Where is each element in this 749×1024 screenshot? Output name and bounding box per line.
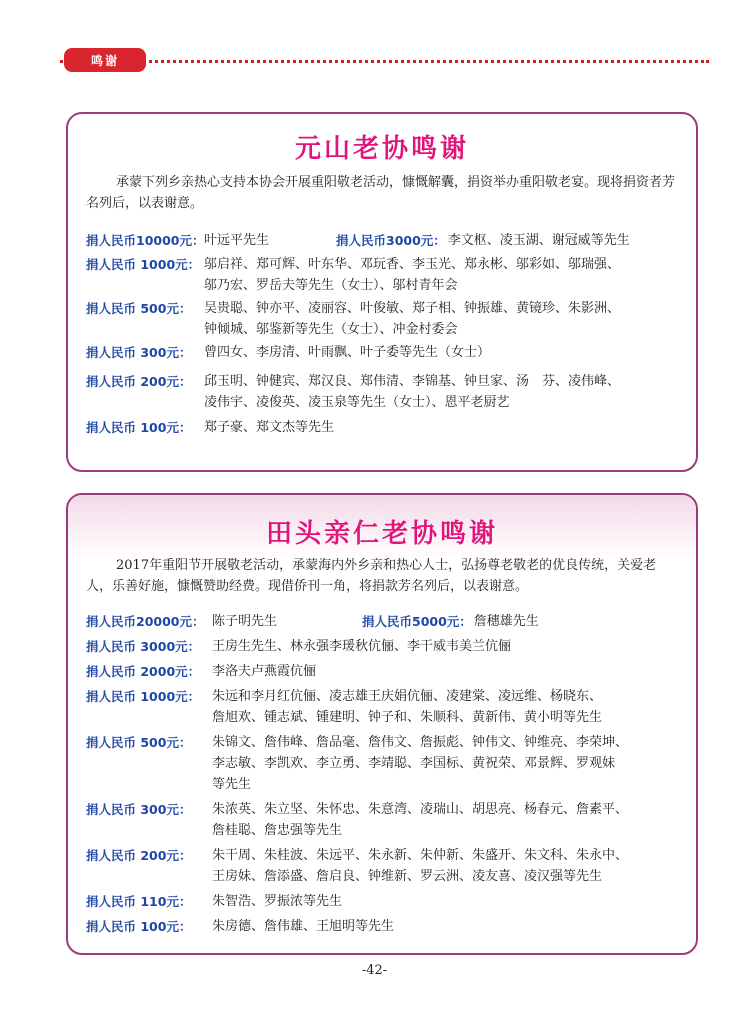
amount-label: 捐人民币 1000元：: [86, 689, 201, 704]
donor-row: [86, 230, 686, 251]
donor-names: 吴贵聪、钟亦平、凌丽容、叶俊敏、郑子相、钟振雄、黄镜珍、朱影洲、 钟倾城、邬鉴新等先生（女士）、冲金村委会: [204, 301, 621, 337]
donor-names: 邱玉明、钟健宾、郑汉良、郑伟清、李锦基、钟旦家、汤 芬、凌伟峰、 凌伟宇、凌俊英、凌玉泉等先生（女士）、恩平老厨艺: [204, 374, 621, 410]
donor-row: [86, 298, 686, 340]
donor-row: [86, 799, 686, 841]
donor-names: 叶远平先生: [204, 233, 270, 248]
donor-row: [86, 342, 686, 363]
donor-row: [86, 371, 686, 413]
amount-label: 捐人民币3000元：: [336, 233, 446, 248]
donor-names: 郑子豪、郑文杰等先生: [204, 420, 335, 435]
donor-row: [86, 417, 686, 438]
donor-row: [86, 254, 686, 296]
amount-label: 捐人民币 110元：: [86, 894, 192, 909]
donor-row: [86, 916, 686, 937]
donor-row: [86, 611, 686, 632]
donor-row: [86, 686, 686, 728]
donor-row: [86, 661, 686, 682]
amount-label: 捐人民币 100元：: [86, 919, 192, 934]
donor-names: 王房生先生、林永强李瑗秋伉俪、李干威韦美兰伉俪: [212, 639, 512, 654]
donor-names: 曾四女、李房清、叶雨飘、叶子委等先生（女士）: [204, 345, 491, 360]
donor-row: [86, 732, 686, 795]
donor-names: 李文枢、凌玉湖、谢冠威等先生: [447, 233, 630, 248]
amount-label: 捐人民币 1000元：: [86, 257, 201, 272]
donor-names: 朱房德、詹伟雄、王旭明等先生: [212, 919, 395, 934]
section-title: 田头亲仁老协鸣谢: [265, 519, 498, 549]
donor-names: 朱锦文、詹伟峰、詹品毫、詹伟文、詹振彪、钟伟文、钟维亮、李荣坤、 李志敏、李凯欢、李立勇、李靖聪、李国标、黄祝荣、邓景辉、罗观妹 等先生: [212, 735, 629, 792]
amount-label: 捐人民币 300元：: [86, 802, 192, 817]
donor-list: [86, 611, 686, 941]
section-tiantou: [66, 493, 698, 955]
donor-names: 詹穗雄先生: [473, 614, 539, 629]
section-tab: 鸣谢: [64, 48, 146, 72]
header-rule: [60, 60, 709, 63]
amount-label: 捐人民币 3000元：: [86, 639, 201, 654]
donor-names: 李洛夫卢燕霞伉俪: [212, 664, 317, 679]
donor-names: 朱智浩、罗振浓等先生: [212, 894, 343, 909]
amount-label: 捐人民币10000元：: [86, 233, 205, 248]
donor-names: 朱干周、朱桂波、朱远平、朱永新、朱仲新、朱盛开、朱文科、朱永中、 王房妹、詹添盛、詹启良、钟维新、罗云洲、凌友喜、凌汉强等先生: [212, 848, 629, 884]
amount-label: 捐人民币 100元：: [86, 420, 192, 435]
amount-label: 捐人民币 300元：: [86, 345, 192, 360]
amount-label: 捐人民币20000元：: [86, 614, 205, 629]
donor-names: 陈子明先生: [212, 614, 278, 629]
amount-label: 捐人民币 200元：: [86, 374, 192, 389]
donor-row: [86, 636, 686, 657]
amount-label: 捐人民币 500元：: [86, 301, 192, 316]
donor-names: 朱远和李月红伉俪、凌志雄王庆娟伉俪、凌建棠、凌远维、杨晓东、 詹旭欢、锺志斌、锺建明、钟子和、朱顺科、黄新伟、黄小明等先生: [212, 689, 603, 725]
amount-label: 捐人民币5000元：: [362, 614, 472, 629]
donor-row: [86, 891, 686, 912]
section-title: 元山老协鸣谢: [294, 134, 469, 164]
donor-row: [86, 845, 686, 887]
section-yuanshan: [66, 112, 698, 472]
amount-label: 捐人民币 2000元：: [86, 664, 201, 679]
amount-label: 捐人民币 200元：: [86, 848, 192, 863]
donor-names: 朱浓英、朱立坚、朱怀忠、朱意湾、凌瑞山、胡思亮、杨春元、詹素平、 詹桂聪、詹忠强等先生: [212, 802, 629, 838]
donor-list: [86, 230, 686, 440]
section-intro: 承蒙下列乡亲热心支持本协会开展重阳敬老活动，慷慨解囊，捐资举办重阳敬老宴。现将捐资者芳名列后，以表谢意。: [86, 175, 676, 211]
section-intro: 2017年重阳节开展敬老活动，承蒙海内外乡亲和热心人士，弘扬尊老敬老的优良传统，关爱老人，乐善好施，慷慨赞助经费。现借侨刊一角，将捐款芳名列后，以表谢意。: [86, 558, 657, 594]
donor-names: 邬启祥、郑可辉、叶东华、邓玩香、李玉光、郑永彬、邬彩如、邬瑞强、 邬乃宏、罗岳夫等先生（女士）、邬村青年会: [204, 257, 621, 293]
page-number: -42-: [361, 963, 388, 978]
amount-label: 捐人民币 500元：: [86, 735, 192, 750]
